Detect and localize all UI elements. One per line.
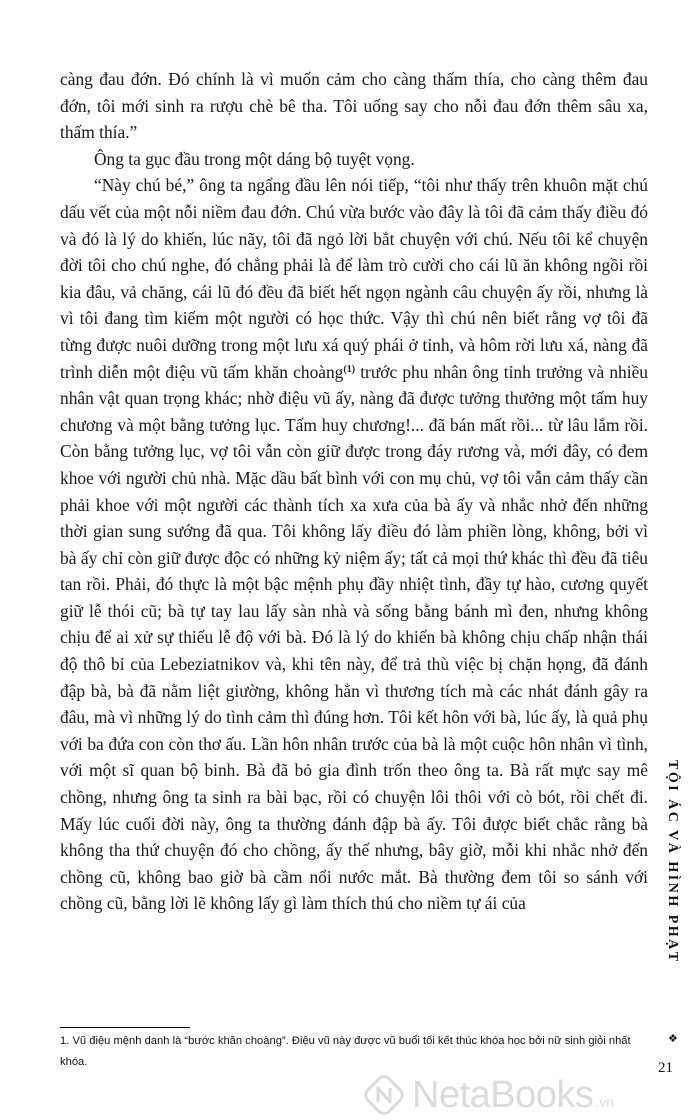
watermark	[362, 1072, 692, 1118]
paragraph-2: Ông ta gục đầu trong một dáng bộ tuyệt vọng.	[94, 148, 415, 169]
watermark-suffix: .vn	[595, 1094, 615, 1110]
paragraph-3	[60, 172, 648, 917]
watermark-text: NetaBooks	[412, 1074, 594, 1116]
footnote-reference: (1)	[343, 363, 356, 375]
book-title-vertical: TỘI ÁC VÀ HÌNH PHẠT	[665, 760, 680, 964]
paragraph-1: càng đau đớn. Đó chính là vì muốn cảm cho càng thấm thía, cho càng thêm đau đớn, tôi mới sinh ra rượu chè bê tha. Tôi uống say cho nỗi đau đớn thêm sâu xa, thấm thía.”	[60, 69, 648, 143]
footnote-divider	[60, 1027, 190, 1028]
paragraph-3-part-2: trước phu nhân ông tỉnh trưởng và nhiều nhân vật quan trọng khác; nhờ điệu vũ ấy, nàng đã được tưởng thưởng một tấm huy chương và một bằng tưởng lục. Tấm huy chương!... đã bán mất rồi... từ lâu lắm rồi. Còn bằng tưởng lục, vợ tôi vẫn còn giữ được trong đáy rương và, mới đây, có đem khoe với người chủ nhà. Mặc dầu bất bình với con mụ chủ, vợ tôi vẫn cảm thấy cần phải khoe với một người các thành tích xa xưa của bà ấy và nhắc nhở đến những thời gian sung sướng đã qua. Tôi không lấy điều đó làm phiền lòng, không, bởi vì bà ấy chỉ còn giữ được độc có những kỷ niệm ấy; tất cả mọi thứ khác thì đều đã tiêu tan rồi. Phải, đó thực là một bậc mệnh phụ đầy nhiệt tình, đầy tự hào, cương quyết giữ lễ thói cũ; bà tự tay lau lấy sàn nhà và sống bằng bánh mì đen, nhưng không chịu để ai xử sự thiếu lễ độ với bà. Đó là lý do khiến bà không chịu chấp nhận thái độ thô bỉ của Lebeziatnikov và, khi tên này, để trả thù việc bị chặn họng, đã đánh đập bà, bà đã nằm liệt giường, không hẳn vì thương tích mà các nhát đánh gây ra đâu, mà vì những lý do tình cảm thì đúng hơn. Tôi kết hôn với bà, lúc ấy, là quả phụ với ba đứa con còn thơ ấu. Lần hôn nhân trước của bà là một cuộc hôn nhân vì tình, với một sĩ quan bộ binh. Bà đã bỏ gia đình trốn theo ông ta. Bà rất mực say mê chồng, nhưng ông ta sinh ra bài bạc, rồi có chuyện lôi thôi với cò bót, rồi chết đi. Mấy lúc cuối đời này, ông ta thường đánh đập bà ấy. Tôi được biết chắc rằng bà không tha thứ chuyện đó cho chồng, ấy thế nhưng, bây giờ, mỗi khi nhắc nhở đến chồng cũ, không bao giờ bà cầm nổi nước mắt. Bà thường đem tôi so sánh với chồng cũ, bằng lời lẽ không lấy gì làm thích thú cho niềm tự ái của	[60, 361, 648, 914]
footnote: 1. Vũ điệu mệnh danh là “bước khăn choàng”. Điệu vũ này được vũ buổi tối kết thúc khóa học bởi nữ sinh giỏi nhất khóa.	[60, 1035, 631, 1068]
page-number: 21	[658, 1060, 673, 1076]
body-text	[60, 66, 648, 917]
watermark-logo-icon	[362, 1073, 406, 1117]
paragraph-3-part-1: “Này chú bé,” ông ta ngẩng đầu lên nói tiếp, “tôi như thấy trên khuôn mặt chú dấu vết của một nỗi niềm đau đớn. Chú vừa bước vào đây là tôi đã cảm thấy điều đó và đó là lý do khiến, lúc nãy, tôi đã ngỏ lời bắt chuyện với chú. Nếu tôi kể chuyện đời tôi cho chú nghe, đó chẳng phải là để làm trò cười cho cái lũ ăn không ngồi rồi kia đâu, vả chăng, cái lũ đó đều đã biết hết ngọn ngành câu chuyện ấy rồi, nhưng là vì tôi đang tìm kiếm một người có học thức. Vậy thì chú nên biết rằng vợ tôi đã từng được nuôi dưỡng trong một lưu xá quý phái ở tỉnh, và hôm rời lưu xá, nàng đã trình diễn một điệu vũ tấm khăn choàng	[60, 175, 648, 382]
ornament-icon: ❖	[668, 1033, 678, 1045]
